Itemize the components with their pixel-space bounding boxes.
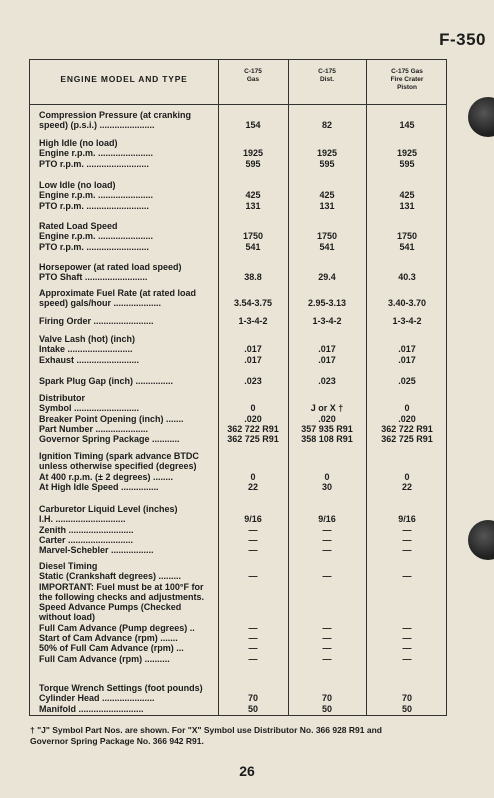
page-number: 26 <box>239 763 255 779</box>
row-value: .017 .017 <box>244 344 262 365</box>
footnote: † "J" Symbol Part Nos. are shown. For "X" Symbol use Distributor No. 366 928 R91 and Governor Spring Package No. 366 942 R91. <box>30 725 382 746</box>
table-body <box>30 104 446 715</box>
page-id: F-350 <box>439 30 486 49</box>
row-value: 3.54-3.75 <box>233 298 273 309</box>
column-header: C-175 Gas <box>244 68 262 83</box>
row-label: Firing Order ........................ <box>39 316 154 326</box>
binder-hole-icon <box>468 97 494 137</box>
row-value: .023 <box>244 376 262 386</box>
row-value: 3.40-3.70 <box>387 298 427 309</box>
row-value: 70 50 <box>401 693 412 714</box>
row-value: 1-3-4-2 <box>312 316 342 326</box>
row-label: Ignition Timing (spark advance BTDC unless otherwise specified (degrees) At 400 r.p.m. (± 2 degrees) ........ At High Idle Speed ............... <box>39 451 199 492</box>
column-header: C-175 Gas Fire Crater Piston <box>390 68 424 91</box>
row-value: 0 30 <box>321 471 332 492</box>
row-value: 0 .020 362 722 R91 362 725 R91 <box>381 403 433 445</box>
row-label: Horsepower (at rated load speed) PTO Shaft ......................... <box>39 262 182 283</box>
row-value: — — — — — <box>322 571 332 664</box>
table-header <box>30 60 446 105</box>
row-value: 38.8 <box>244 272 262 283</box>
row-label: Compression Pressure (at cranking speed) (p.s.i.) ...................... <box>39 110 192 131</box>
row-value: 9/16 — — — <box>318 514 336 556</box>
row-value: J or X † .020 357 935 R91 358 108 R91 <box>301 403 353 445</box>
row-value: .017 .017 <box>318 344 336 365</box>
binder-hole-icon <box>468 520 494 560</box>
row-label: Carburetor Liquid Level (inches) I.H. ............................ Zenith .......................... Carter .......................... Marvel-Schebler ................. <box>39 504 178 556</box>
row-value: 29.4 <box>318 272 336 283</box>
row-label: Spark Plug Gap (inch) ............... <box>39 376 174 386</box>
row-label: Diesel Timing Static (Crankshaft degrees) ......... IMPORTANT: Fuel must be at 100°F for the following checks and adjustments. Speed Advance Pumps (Checked without load) Full Cam Advance (Pump degrees) .. Start of Cam Advance (rpm) ....... 50% of Full Cam Advance (rpm) ... Full Cam Advance (rpm) .......... <box>39 561 205 664</box>
row-value: 1925 595 <box>396 148 418 169</box>
row-value: .017 .017 <box>398 344 416 365</box>
row-label: Approximate Fuel Rate (at rated load speed) gals/hour ................... <box>39 288 197 309</box>
row-value: — — — — — <box>402 571 412 664</box>
row-value: 1750 541 <box>316 231 338 252</box>
row-value: 0 .020 362 722 R91 362 725 R91 <box>227 403 279 445</box>
row-label: Torque Wrench Settings (foot pounds) Cylinder Head ..................... Manifold .......................... <box>39 683 203 714</box>
row-value: — — — — — <box>248 571 258 664</box>
row-value: 70 50 <box>247 693 258 714</box>
row-label: High Idle (no load) Engine r.p.m. ...................... PTO r.p.m. ......................... <box>39 138 154 169</box>
spec-table <box>29 59 447 716</box>
row-value: 0 22 <box>401 471 412 492</box>
row-value: .023 <box>318 376 336 386</box>
row-value: 1925 595 <box>242 148 264 169</box>
row-label: Rated Load Speed Engine r.p.m. ...................... PTO r.p.m. ......................... <box>39 221 154 252</box>
row-label: Low Idle (no load) Engine r.p.m. ...................... PTO r.p.m. ......................... <box>39 180 154 211</box>
row-value: .025 <box>398 376 416 386</box>
row-value: 145 <box>399 120 415 131</box>
row-value: 1-3-4-2 <box>238 316 268 326</box>
row-value: 1-3-4-2 <box>392 316 422 326</box>
row-value: 0 22 <box>247 471 258 492</box>
row-value: 9/16 — — — <box>398 514 416 556</box>
row-value: 154 <box>245 120 261 131</box>
row-value: 425 131 <box>319 190 335 211</box>
row-value: 2.95-3.13 <box>307 298 347 309</box>
row-value: 9/16 — — — <box>244 514 262 556</box>
row-value: 40.3 <box>398 272 416 283</box>
row-label: Valve Lash (hot) (inch) Intake .......................... Exhaust ......................... <box>39 334 140 365</box>
row-value: 425 131 <box>399 190 415 211</box>
column-header: C-175 Dist. <box>318 68 336 83</box>
row-value: 82 <box>321 120 332 131</box>
row-value: 1750 541 <box>396 231 418 252</box>
row-value: 1925 595 <box>316 148 338 169</box>
header-label: ENGINE MODEL AND TYPE <box>60 74 188 84</box>
row-value: 70 50 <box>321 693 332 714</box>
row-value: 425 131 <box>245 190 261 211</box>
row-label: Distributor Symbol .......................... Breaker Point Opening (inch) ....... Part Number ..................... Governor Spring Package ........... <box>39 393 184 445</box>
row-value: 1750 541 <box>242 231 264 252</box>
